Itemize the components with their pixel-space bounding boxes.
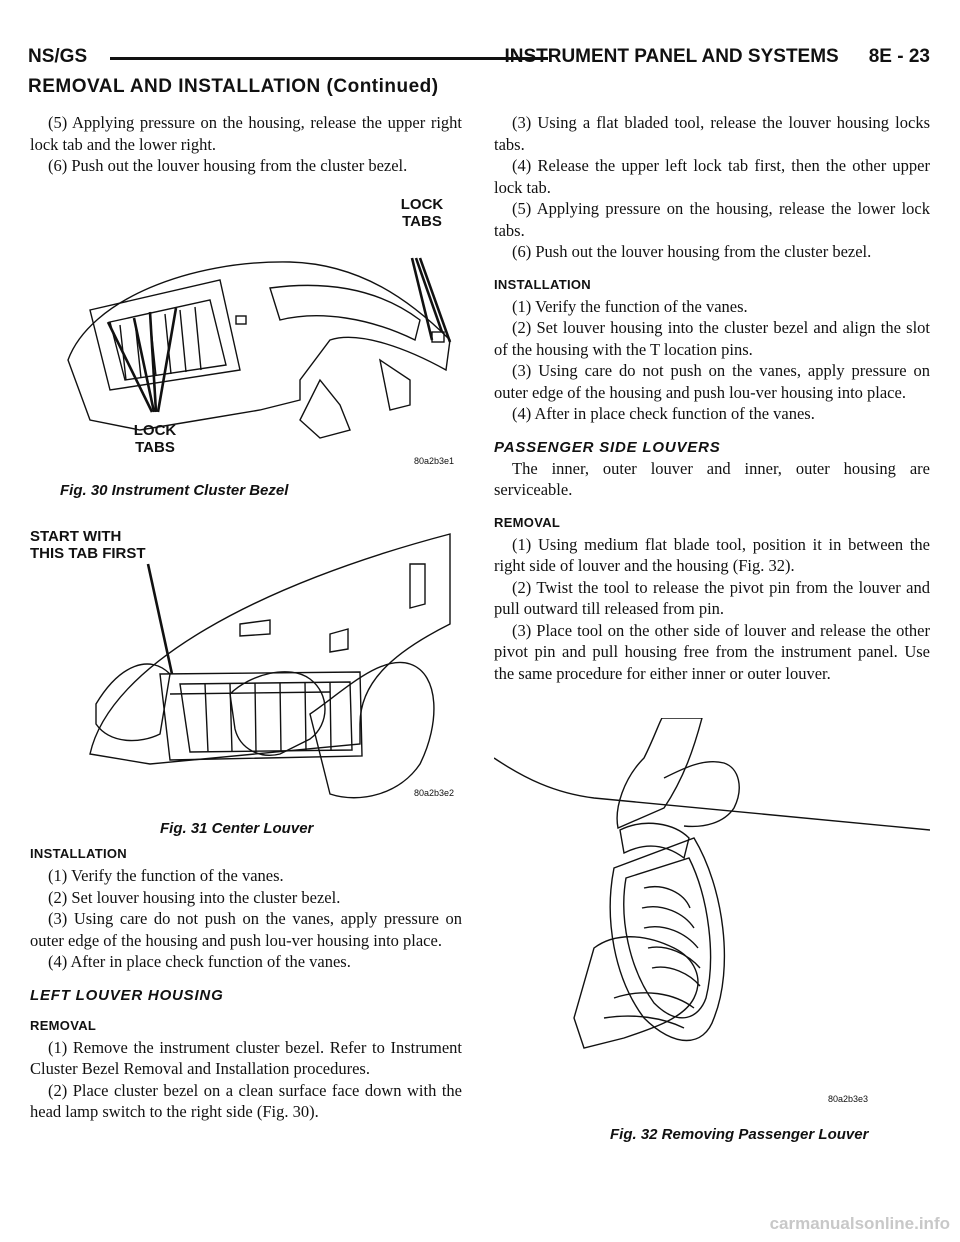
step: (2) Set louver housing into the cluster bezel and align the slot of the housing with the T location pins. — [494, 318, 930, 359]
paragraph: (6) Push out the louver housing from the cluster bezel. — [512, 242, 872, 261]
figure-instrument-cluster-bezel — [30, 190, 462, 520]
header-right — [504, 46, 930, 68]
step: (1) Verify the function of the vanes. — [48, 866, 284, 885]
fig30-caption: Fig. 30 Instrument Cluster Bezel — [60, 482, 289, 499]
fig30-code: 80a2b3e1 — [414, 456, 455, 466]
removal-heading: REMOVAL — [30, 1017, 97, 1033]
step: (2) Place cluster bezel on a clean surface face down with the head lamp switch to the right side (Fig. 30). — [30, 1080, 462, 1121]
step: (1) Using medium flat blade tool, position it in between the right side of louver and the housing (Fig. 32). — [494, 534, 930, 575]
step: (3) Place tool on the other side of louver and release the other pivot pin and pull housing free from the instrument panel. Use the same procedure for either inner or outer louver. — [494, 620, 930, 683]
left-column-top — [30, 112, 462, 177]
fig31-code: 80a2b3e2 — [414, 788, 455, 798]
left-column-bottom — [30, 846, 462, 1123]
step: (3) Using care do not push on the vanes, apply pressure on outer edge of the housing and push lou-ver housing into place. — [30, 909, 462, 950]
paragraph: The inner, outer louver and inner, outer housing are serviceable. — [494, 458, 930, 499]
left-louver-heading: LEFT LOUVER HOUSING — [30, 986, 224, 1004]
figure-center-louver — [30, 524, 462, 844]
paragraph: (4) Release the upper left lock tab first, then the other upper lock tab. — [494, 156, 930, 197]
figure-removing-passenger-louver — [494, 718, 930, 1158]
step: (1) Remove the instrument cluster bezel. Refer to Instrument Cluster Bezel Removal and Installation procedures. — [30, 1037, 462, 1078]
right-column — [494, 112, 930, 684]
section-heading: REMOVAL AND INSTALLATION (Continued) — [28, 76, 439, 97]
fig31-label-start-tab: START WITH THIS TAB FIRST — [30, 528, 146, 562]
step: (2) Twist the tool to release the pivot pin from the louver and pull outward till released from pin. — [494, 577, 930, 618]
step: (4) After in place check function of the vanes. — [512, 404, 815, 423]
step: (4) After in place check function of the vanes. — [48, 952, 351, 971]
passenger-louver-illustration — [494, 718, 930, 1108]
header-model: NS/GS — [28, 46, 88, 67]
header-rule — [110, 57, 548, 60]
page-header — [28, 40, 930, 74]
page-number: 8E - 23 — [868, 46, 930, 67]
installation-heading: INSTALLATION — [30, 846, 127, 861]
installation-heading: INSTALLATION — [494, 276, 591, 292]
step: (3) Using care do not push on the vanes, apply pressure on outer edge of the housing and push lou-ver housing into place. — [494, 361, 930, 402]
header-title: INSTRUMENT PANEL AND SYSTEMS — [504, 46, 839, 67]
center-louver-illustration — [30, 524, 462, 814]
step: (1) Verify the function of the vanes. — [512, 296, 748, 316]
bezel-illustration — [30, 190, 462, 480]
paragraph: (6) Push out the louver housing from the cluster bezel. — [48, 156, 408, 175]
paragraph: (5) Applying pressure on the housing, release the upper right lock tab and the lower right. — [30, 113, 462, 154]
watermark: carmanualsonline.info — [769, 1214, 950, 1233]
fig30-label-lock-tabs-top: LOCK TABS — [400, 196, 444, 230]
removal-heading: REMOVAL — [494, 514, 561, 530]
paragraph: (3) Using a flat bladed tool, release the louver housing locks tabs. — [494, 113, 930, 154]
fig31-caption: Fig. 31 Center Louver — [160, 820, 314, 837]
fig32-caption: Fig. 32 Removing Passenger Louver — [610, 1126, 869, 1143]
passenger-louvers-heading: PASSENGER SIDE LOUVERS — [494, 438, 721, 456]
paragraph: (5) Applying pressure on the housing, release the lower lock tabs. — [494, 199, 930, 240]
step: (2) Set louver housing into the cluster bezel. — [48, 887, 341, 907]
fig30-label-lock-tabs-bottom: LOCK TABS — [133, 422, 177, 456]
fig32-code: 80a2b3e3 — [828, 1094, 869, 1104]
